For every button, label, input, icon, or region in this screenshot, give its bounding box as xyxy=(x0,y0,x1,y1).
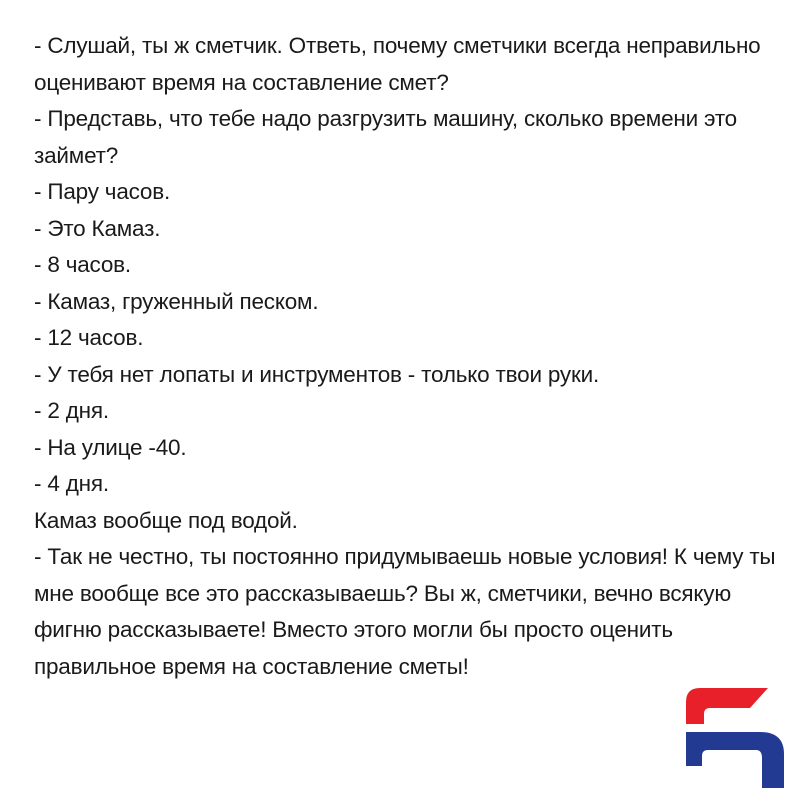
dialogue-line: - Пару часов. xyxy=(34,179,171,204)
dialogue-line: - Камаз, груженный песком. xyxy=(34,288,319,314)
dialogue-line: - У тебя нет лопаты и инструментов - только твои руки. xyxy=(34,361,600,387)
dialogue-line: - Так не честно, ты постоянно придумываешь новые условия! К чему ты мне вообще все это рассказываешь? Вы ж, сметчики, вечно всякую фигню рассказываете! Вместо этого могли бы просто оценить правильное время на составление сметы! xyxy=(34,544,776,679)
dialogue-line: - 2 дня. xyxy=(34,398,109,423)
dialogue-text xyxy=(34,28,794,685)
dialogue-line: - 8 часов. xyxy=(34,252,131,277)
dialogue-line: Камаз вообще под водой. xyxy=(34,507,298,533)
dialogue-line: - Слушай, ты ж сметчик. Ответь, почему сметчики всегда неправильно оценивают время на составление смет? xyxy=(34,33,761,95)
dialogue-line: - Это Камаз. xyxy=(34,215,161,241)
logo-red-shape xyxy=(686,688,768,724)
dialogue-line: - 12 часов. xyxy=(34,325,144,350)
dialogue-line: - 4 дня. xyxy=(34,471,109,496)
brand-s-logo-icon xyxy=(686,688,786,788)
logo-blue-shape xyxy=(686,732,784,788)
dialogue-line: - На улице -40. xyxy=(34,434,187,460)
dialogue-line: - Представь, что тебе надо разгрузить машину, сколько времени это займет? xyxy=(34,106,737,168)
